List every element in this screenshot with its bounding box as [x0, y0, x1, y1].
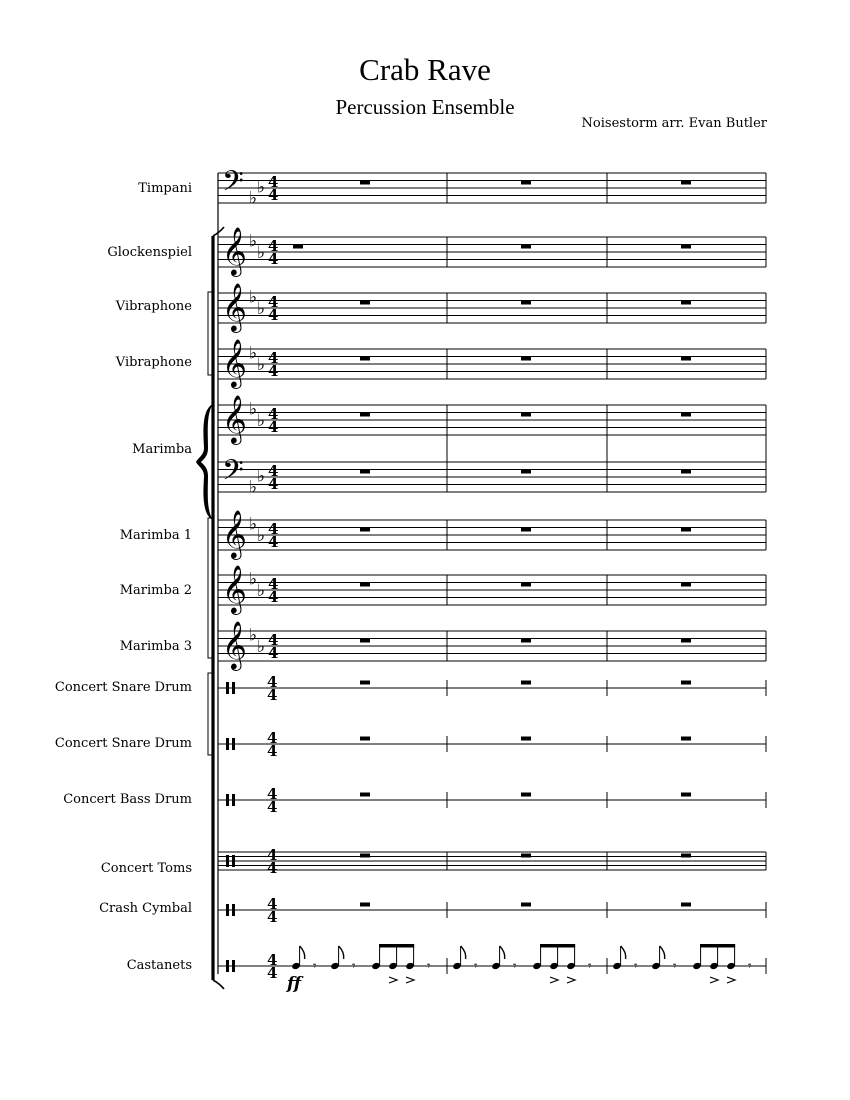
- whole-rest-icon: [521, 639, 531, 643]
- whole-rest-icon: [521, 854, 531, 858]
- flat-icon: ♭: [257, 177, 266, 198]
- whole-rest-icon: [681, 583, 691, 587]
- note-flag: [461, 946, 466, 959]
- score-title: Crab Rave: [359, 52, 491, 87]
- treble-clef-icon: 𝄞: [222, 394, 247, 443]
- staff-toms: [101, 846, 766, 877]
- eighth-rest-icon: 𝄾: [588, 959, 592, 974]
- time-signature-denominator: 4: [268, 644, 279, 662]
- whole-rest-icon: [360, 583, 370, 587]
- whole-rest-icon: [360, 639, 370, 643]
- bass-clef-icon: 𝄢: [222, 454, 244, 494]
- whole-rest-icon: [360, 181, 370, 185]
- instrument-label: Marimba 2: [119, 583, 192, 598]
- note-beam: [700, 944, 735, 948]
- whole-rest-icon: [681, 639, 691, 643]
- percussion-clef-icon: [232, 794, 235, 806]
- note-flag: [300, 946, 305, 959]
- whole-rest-icon: [681, 681, 691, 685]
- note-beam: [379, 944, 414, 948]
- percussion-clef-icon: [232, 960, 235, 972]
- whole-rest-icon: [681, 301, 691, 305]
- whole-rest-icon: [681, 528, 691, 532]
- instrument-label: Concert Snare Drum: [54, 736, 192, 751]
- eighth-rest-icon: 𝄾: [513, 959, 517, 974]
- whole-rest-icon: [681, 737, 691, 741]
- time-signature-numerator: 4: [268, 349, 279, 367]
- staff-marimba-2: [120, 564, 766, 615]
- eighth-rest-icon: 𝄾: [352, 959, 356, 974]
- time-signature-denominator: 4: [267, 798, 278, 816]
- staff-marimba-upper: [132, 394, 766, 457]
- whole-rest-icon: [360, 301, 370, 305]
- percussion-clef-icon: [232, 904, 235, 916]
- time-signature-denominator: 4: [268, 186, 279, 204]
- note-flag: [621, 946, 626, 959]
- time-signature-numerator: 4: [268, 631, 279, 649]
- instrument-label: Vibraphone: [115, 355, 192, 370]
- percussion-clef-icon: [226, 904, 229, 916]
- time-signature-numerator: 4: [268, 575, 279, 593]
- eighth-rest-icon: 𝄾: [748, 959, 752, 974]
- time-signature-denominator: 4: [267, 686, 278, 704]
- bass-clef-icon: 𝄢: [222, 165, 244, 205]
- treble-clef-icon: 𝄞: [222, 509, 247, 558]
- staff-timpani: [138, 165, 766, 209]
- percussion-clef-icon: [226, 855, 229, 867]
- whole-rest-icon: [681, 413, 691, 417]
- whole-rest-icon: [521, 470, 531, 474]
- staff-marimba-1: [120, 509, 766, 560]
- time-signature-denominator: 4: [268, 362, 279, 380]
- instrument-label: Marimba 3: [119, 639, 192, 654]
- whole-rest-icon: [360, 903, 370, 907]
- whole-rest-icon: [521, 181, 531, 185]
- accent-mark: [727, 977, 735, 983]
- percussion-clef-icon: [232, 738, 235, 750]
- flat-icon: ♭: [249, 477, 258, 498]
- instrument-label: Concert Toms: [100, 861, 192, 876]
- eighth-rest-icon: 𝄾: [634, 959, 638, 974]
- treble-clef-icon: 𝄞: [222, 282, 247, 331]
- time-signature-numerator: 4: [267, 785, 278, 803]
- percussion-clef-icon: [232, 855, 235, 867]
- whole-rest-icon: [681, 793, 691, 797]
- staff-castanets: [127, 951, 766, 982]
- treble-clef-icon: 𝄞: [222, 564, 247, 613]
- whole-rest-icon: [521, 413, 531, 417]
- note-flag: [500, 946, 505, 959]
- instrument-label: Marimba: [132, 442, 192, 457]
- whole-rest-icon: [360, 681, 370, 685]
- staff-crash: [99, 895, 766, 926]
- treble-clef-icon: 𝄞: [222, 338, 247, 387]
- time-signature-numerator: 4: [268, 237, 279, 255]
- flat-icon: ♭: [257, 354, 266, 375]
- percussion-clef-icon: [226, 794, 229, 806]
- accent-mark: [567, 977, 575, 983]
- time-signature-numerator: 4: [268, 293, 279, 311]
- whole-rest-icon: [360, 413, 370, 417]
- whole-rest-icon: [521, 301, 531, 305]
- staff-marimba-3: [120, 620, 766, 671]
- accent-mark: [389, 977, 397, 983]
- eighth-rest-icon: 𝄾: [313, 959, 317, 974]
- time-signature-numerator: 4: [267, 729, 278, 747]
- flat-icon: ♭: [257, 410, 266, 431]
- flat-icon: ♭: [249, 287, 258, 308]
- accent-mark: [710, 977, 718, 983]
- percussion-clef-icon: [232, 682, 235, 694]
- whole-rest-icon: [681, 181, 691, 185]
- accent-mark: [550, 977, 558, 983]
- time-signature-numerator: 4: [268, 173, 279, 191]
- flat-icon: ♭: [249, 343, 258, 364]
- time-signature-denominator: 4: [267, 742, 278, 760]
- flat-icon: ♭: [249, 399, 258, 420]
- time-signature-denominator: 4: [268, 250, 279, 268]
- time-signature-numerator: 4: [268, 520, 279, 538]
- whole-rest-icon: [293, 245, 303, 249]
- flat-icon: ♭: [249, 231, 258, 252]
- flat-icon: ♭: [249, 625, 258, 646]
- note-flag: [660, 946, 665, 959]
- eighth-rest-icon: 𝄾: [673, 959, 677, 974]
- eighth-rest-icon: 𝄾: [427, 959, 431, 974]
- percussion-clef-icon: [226, 738, 229, 750]
- time-signature-denominator: 4: [268, 533, 279, 551]
- whole-rest-icon: [681, 357, 691, 361]
- time-signature-denominator: 4: [268, 475, 279, 493]
- castanets-measure: [612, 944, 752, 983]
- note-flag: [339, 946, 344, 959]
- time-signature-numerator: 4: [267, 895, 278, 913]
- whole-rest-icon: [521, 357, 531, 361]
- eighth-rest-icon: 𝄾: [474, 959, 478, 974]
- instrument-label: Concert Bass Drum: [63, 792, 192, 807]
- staff-snare-1: [55, 673, 766, 704]
- grand-staff-brace: [196, 404, 213, 520]
- time-signature-numerator: 4: [267, 951, 278, 969]
- staff-snare-2: [55, 729, 766, 760]
- castanets-measure: [286, 944, 431, 994]
- whole-rest-icon: [521, 793, 531, 797]
- score-subtitle: Percussion Ensemble: [335, 95, 515, 119]
- time-signature-numerator: 4: [268, 405, 279, 423]
- castanets-measure: [452, 944, 592, 983]
- composer-credit: Noisestorm arr. Evan Butler: [581, 116, 767, 131]
- flat-icon: ♭: [257, 525, 266, 546]
- percussion-clef-icon: [226, 682, 229, 694]
- time-signature-denominator: 4: [268, 588, 279, 606]
- whole-rest-icon: [681, 903, 691, 907]
- whole-rest-icon: [521, 681, 531, 685]
- instrument-label: Crash Cymbal: [99, 901, 192, 916]
- dynamic-marking: ff: [287, 974, 302, 994]
- treble-clef-icon: 𝄞: [222, 226, 247, 275]
- whole-rest-icon: [521, 737, 531, 741]
- staff-bass-drum: [63, 785, 766, 816]
- note-beam: [540, 944, 575, 948]
- flat-icon: ♭: [257, 580, 266, 601]
- accent-mark: [406, 977, 414, 983]
- time-signature-numerator: 4: [267, 673, 278, 691]
- instrument-label: Concert Snare Drum: [54, 680, 192, 695]
- whole-rest-icon: [521, 583, 531, 587]
- instrument-label: Timpani: [138, 181, 192, 196]
- whole-rest-icon: [360, 357, 370, 361]
- flat-icon: ♭: [249, 188, 258, 209]
- whole-rest-icon: [360, 793, 370, 797]
- flat-icon: ♭: [249, 569, 258, 590]
- time-signature-denominator: 4: [267, 964, 278, 982]
- whole-rest-icon: [681, 470, 691, 474]
- time-signature-denominator: 4: [268, 418, 279, 436]
- flat-icon: ♭: [257, 636, 266, 657]
- time-signature-denominator: 4: [267, 859, 278, 877]
- time-signature-numerator: 4: [268, 462, 279, 480]
- instrument-label: Glockenspiel: [107, 245, 192, 260]
- flat-icon: ♭: [257, 466, 266, 487]
- whole-rest-icon: [360, 737, 370, 741]
- whole-rest-icon: [521, 528, 531, 532]
- whole-rest-icon: [681, 245, 691, 249]
- flat-icon: ♭: [257, 298, 266, 319]
- staff-glockenspiel: [107, 226, 766, 277]
- whole-rest-icon: [360, 854, 370, 858]
- instrument-label: Castanets: [126, 958, 192, 973]
- staff-marimba-lower: [218, 454, 766, 498]
- instrument-label: Marimba 1: [119, 528, 192, 543]
- percussion-clef-icon: [226, 960, 229, 972]
- whole-rest-icon: [360, 528, 370, 532]
- bracket-hook: [213, 980, 224, 989]
- treble-clef-icon: 𝄞: [222, 620, 247, 669]
- whole-rest-icon: [521, 903, 531, 907]
- instrument-label: Vibraphone: [115, 299, 192, 314]
- flat-icon: ♭: [257, 242, 266, 263]
- time-signature-denominator: 4: [267, 908, 278, 926]
- whole-rest-icon: [360, 470, 370, 474]
- whole-rest-icon: [681, 854, 691, 858]
- time-signature-numerator: 4: [267, 846, 278, 864]
- flat-icon: ♭: [249, 514, 258, 535]
- whole-rest-icon: [521, 245, 531, 249]
- time-signature-denominator: 4: [268, 306, 279, 324]
